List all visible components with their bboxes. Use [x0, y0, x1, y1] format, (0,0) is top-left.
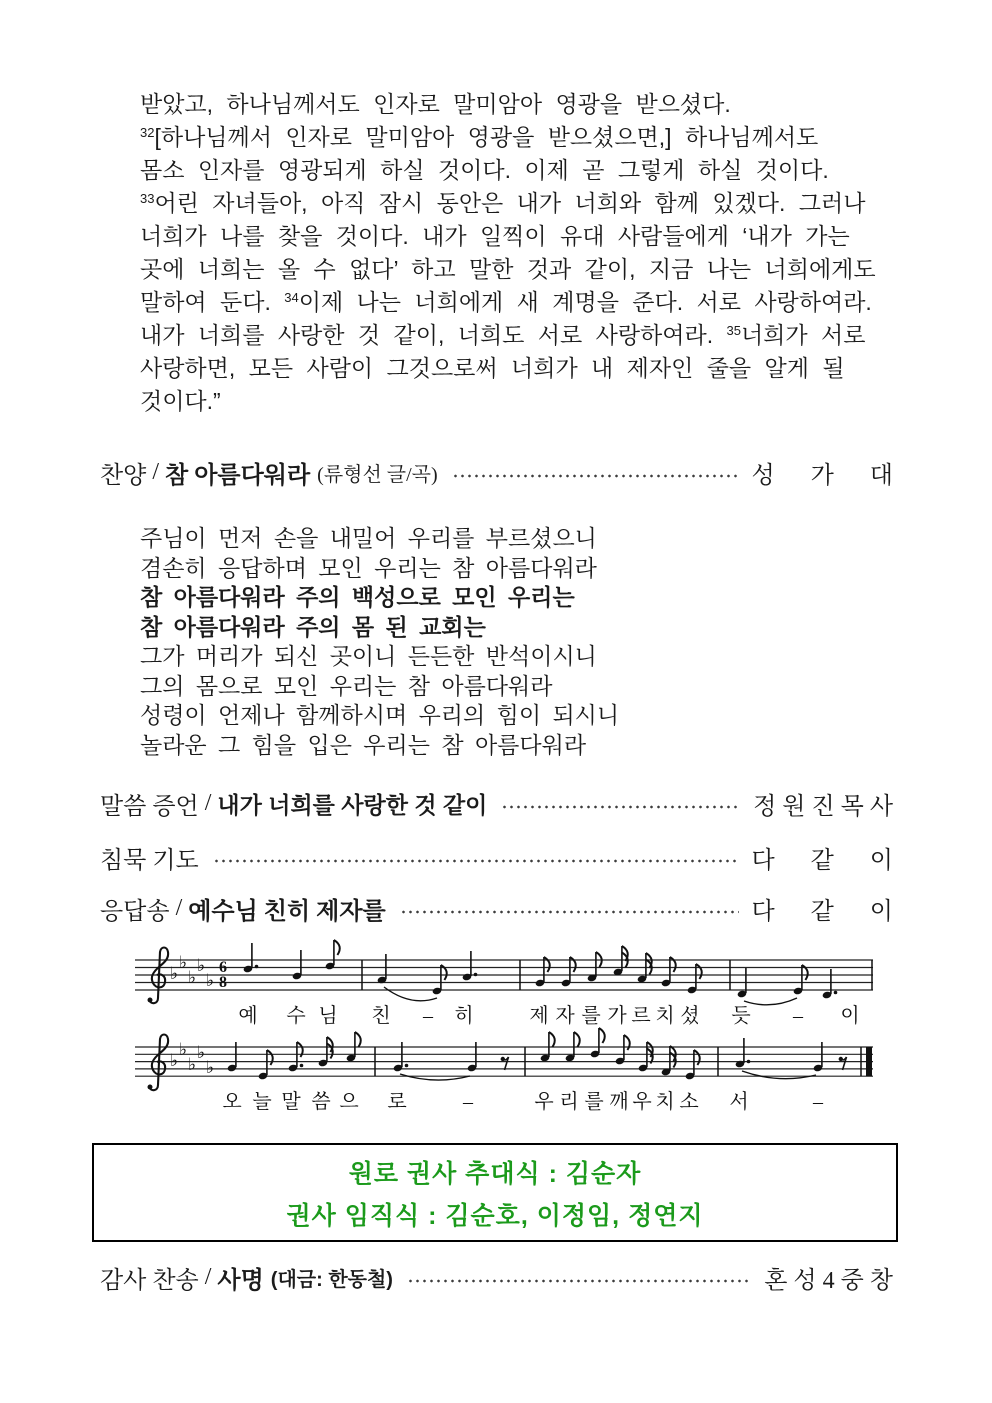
dotted-leader [407, 1278, 752, 1284]
program-line-silent-prayer [100, 840, 893, 875]
time-signature: 8 [219, 974, 227, 991]
scripture-line: 받았고, 하나님께서도 인자로 말미암아 영광을 받으셨다. [140, 91, 731, 117]
verse-number: 33 [140, 191, 155, 206]
note [613, 946, 628, 976]
music-lyric-syllable: – [463, 1091, 473, 1113]
note-flag [355, 1032, 361, 1047]
verse-number: 34 [284, 290, 299, 305]
music-lyric-syllable: 히 [454, 1005, 474, 1027]
lyric-line: 놀라운 그 힘을 입은 우리는 참 아름다워라 [140, 731, 587, 758]
music-lyric-syllable: 말 [281, 1091, 301, 1113]
augmentation-dot [255, 965, 259, 969]
note-flag [802, 965, 808, 980]
note-flag [297, 1042, 303, 1057]
note [258, 1050, 273, 1080]
treble-clef-icon [148, 948, 169, 1004]
staff-2 [135, 1028, 873, 1113]
program-line-response-song [100, 891, 893, 926]
program-label: 침묵 기도 [100, 848, 199, 874]
music-lyric-syllable: 우 [632, 1091, 652, 1113]
note-flag [622, 946, 628, 961]
scripture-line: 내가 너희를 사랑한 것 같이, 너희도 서로 사랑하여라. $^{35}$너희가 서로 [140, 322, 866, 348]
final-barline-thick [866, 1047, 872, 1076]
program-label: 감사 찬송 [100, 1268, 199, 1294]
program-separator: / [169, 895, 189, 921]
note [590, 1028, 605, 1058]
program-separator: / [198, 1264, 218, 1290]
note [735, 1038, 750, 1068]
program-label: 찬양 [100, 463, 147, 489]
eighth-rest-icon [839, 1057, 847, 1070]
flat-icon: ♭ [188, 968, 197, 988]
note [685, 1050, 700, 1080]
note [822, 969, 837, 999]
flat-icon: ♭ [206, 1058, 215, 1078]
note [227, 1042, 237, 1072]
program-performer: 정 원 진 목 사 [753, 794, 893, 820]
verse-number: 32 [140, 125, 155, 140]
announcement-box [92, 1143, 898, 1242]
time-signature: 6 [219, 959, 227, 976]
note [292, 950, 302, 980]
program-line-thanks-hymn [100, 1260, 893, 1295]
program-title: 사명 [217, 1268, 264, 1294]
note [432, 965, 447, 995]
note [661, 1046, 676, 1076]
scripture-line: 곳에 너희는 올 수 없다’ 하고 말한 것과 같이, 지금 나는 너희에게도 [140, 256, 876, 282]
music-lyric-syllable: 리 [559, 1091, 579, 1113]
music-lyric-syllable: 제 [529, 1005, 549, 1027]
note-flag [570, 957, 576, 972]
note-flag [647, 1049, 653, 1064]
note [377, 954, 387, 984]
slur [744, 998, 797, 1005]
music-lyric-syllable: 치 [655, 1005, 675, 1027]
note-flag [646, 960, 652, 975]
staff-1 [135, 940, 873, 1027]
note [565, 1032, 580, 1062]
lyric-line: 참 아름다워라 주의 몸 된 교회는 [140, 613, 486, 640]
augmentation-dot [300, 1064, 304, 1068]
flat-icon: ♭ [170, 964, 179, 984]
note [637, 953, 652, 983]
treble-clef-icon [148, 1035, 169, 1091]
music-lyric-syllable: – [793, 1005, 803, 1027]
lyric-line: 그가 머리가 되신 곳이니 든든한 반석이시니 [140, 643, 597, 669]
announcement-line: 원로 권사 추대식 : 김순자 [348, 1159, 642, 1188]
slur [742, 1071, 816, 1079]
program-title: 예수님 친히 제자를 [188, 899, 386, 925]
program-label: 응답송 [100, 899, 170, 925]
flat-icon: ♭ [179, 1040, 188, 1060]
augmentation-dot [747, 1060, 751, 1064]
music-lyric-syllable: 소 [679, 1091, 699, 1113]
note [540, 1032, 555, 1062]
music-lyric-syllable: 르 [631, 1005, 651, 1027]
note [243, 943, 258, 973]
note-flag [646, 953, 652, 968]
music-lyric-syllable: 우 [534, 1091, 554, 1113]
scripture-line: 것이다.” [140, 388, 221, 414]
note-flag [327, 1037, 333, 1052]
music-lyric-syllable: 이 [840, 1005, 860, 1027]
note-flag [647, 1042, 653, 1057]
note-flag [549, 1032, 555, 1047]
flat-icon: ♭ [197, 1043, 206, 1063]
note-flag [574, 1032, 580, 1047]
music-lyric-syllable: 씀 [311, 1091, 331, 1113]
verse-number: 35 [726, 323, 741, 338]
note [346, 1032, 361, 1062]
augmentation-dot [405, 1064, 409, 1068]
scripture-line: 너희가 나를 찾을 것이다. 내가 일찍이 유대 사람들에게 ‘내가 가는 [140, 223, 850, 249]
scripture-line: 말하여 둔다. $^{34}$이제 나는 너희에게 새 계명을 준다. 서로 사랑하여라. [140, 289, 872, 315]
note-flag [694, 1050, 700, 1065]
music-lyric-syllable: 깨 [609, 1091, 629, 1113]
note-flag [334, 940, 340, 955]
program-note: (대금: 한동철) [270, 1269, 393, 1291]
program-title: 참 아름다워라 [165, 463, 311, 489]
note [587, 952, 602, 982]
lyric-line: 그의 몸으로 모인 우리는 참 아름다워라 [140, 672, 553, 699]
program-line-praise [100, 455, 893, 490]
dotted-leader [452, 473, 740, 479]
announcement-line: 권사 임직식 : 김순호, 이정임, 정연지 [286, 1201, 704, 1230]
scripture-line: $^{33}$어린 자녀들아, 아직 잠시 동안은 내가 너희와 함께 있겠다. 그러나 [140, 190, 866, 216]
augmentation-dot [834, 991, 838, 995]
augmentation-dot [474, 973, 478, 977]
eighth-rest-icon [501, 1057, 509, 1070]
program-note: (류형선 글/곡) [317, 464, 438, 486]
lyric-line: 겸손히 응답하며 모인 우리는 참 아름다워라 [140, 554, 597, 581]
flat-icon: ♭ [197, 956, 206, 976]
music-lyric-syllable: 친 [371, 1005, 391, 1027]
music-lyric-syllable: – [423, 1005, 433, 1027]
note [318, 1037, 333, 1067]
music-lyric-syllable: 자 [555, 1005, 575, 1027]
note [535, 957, 550, 987]
note-flag [670, 957, 676, 972]
music-lyric-syllable: 서 [729, 1091, 749, 1113]
program-performer: 다 같 이 [751, 899, 893, 925]
program-performer: 다 같 이 [751, 848, 893, 874]
program-separator: / [198, 790, 218, 816]
note-flag [670, 1046, 676, 1061]
note [737, 968, 747, 998]
music-lyric-syllable: – [813, 1091, 823, 1113]
note-flag [544, 957, 550, 972]
program-performer: 성 가 대 [751, 463, 893, 489]
note-flag [441, 965, 447, 980]
music-lyric-syllable: 듯 [731, 1005, 751, 1027]
note-flag [624, 1035, 630, 1050]
slur [384, 987, 437, 1001]
scripture-line: 몸소 인자를 영광되게 하실 것이다. 이제 곧 그렇게 하실 것이다. [140, 157, 829, 183]
note [793, 965, 808, 995]
note [813, 1042, 823, 1072]
program-line-sermon [100, 786, 893, 821]
music-lyric-syllable: 를 [584, 1091, 604, 1113]
note [467, 1042, 477, 1072]
scripture-line: $^{32}$[하나님께서 인자로 말미암아 영광을 받으셨으면,] 하나님께서도 [140, 124, 819, 150]
flat-icon: ♭ [170, 1051, 179, 1071]
scripture [140, 88, 896, 418]
program-performer: 혼 성 4 중 창 [764, 1268, 893, 1294]
lyric-line: 참 아름다워라 주의 백성으로 모인 우리는 [140, 584, 575, 610]
flat-icon: ♭ [188, 1055, 197, 1075]
music-lyric-syllable: 으 [339, 1091, 359, 1113]
note-flag [696, 964, 702, 979]
slur [400, 1074, 470, 1080]
note [661, 957, 676, 987]
flat-icon: ♭ [179, 953, 188, 973]
music-lyric-syllable: 오 [222, 1091, 242, 1113]
note-flag [670, 1053, 676, 1068]
note [561, 957, 576, 987]
scripture-line: 사랑하면, 모든 사람이 그것으로써 너희가 내 제자인 줄을 알게 될 [140, 355, 845, 381]
note [638, 1042, 653, 1072]
note [288, 1042, 303, 1072]
note [687, 964, 702, 994]
note-flag [622, 953, 628, 968]
hymn-lyrics [140, 524, 619, 760]
note [615, 1035, 630, 1065]
program-label: 말씀 증언 [100, 794, 199, 820]
music-lyric-syllable: 를 [581, 1005, 601, 1027]
music-lyric-syllable: 치 [655, 1091, 675, 1113]
music-lyric-syllable: 예 [238, 1005, 258, 1027]
music-lyric-syllable: 셨 [680, 1005, 700, 1027]
note-flag [599, 1028, 605, 1043]
note-flag [596, 952, 602, 967]
flat-icon: ♭ [206, 971, 215, 991]
program-separator: / [146, 459, 166, 485]
program-title: 내가 너희를 사랑한 것 같이 [217, 792, 488, 818]
note-flag [267, 1050, 273, 1065]
note [325, 940, 340, 970]
note [393, 1042, 408, 1072]
dotted-leader [400, 909, 740, 915]
music-lyric-syllable: 수 [286, 1005, 306, 1027]
lyric-line: 성령이 언제나 함께하시며 우리의 힘이 되시니 [140, 702, 620, 728]
music-lyric-syllable: 늘 [252, 1091, 272, 1113]
lyric-line: 주님이 먼저 손을 내밀어 우리를 부르셨으니 [140, 525, 597, 551]
note [462, 951, 477, 981]
music-lyric-syllable: 가 [607, 1005, 627, 1027]
music-lyric-syllable: 님 [318, 1005, 338, 1027]
dotted-leader [501, 804, 741, 810]
note-flag [327, 1044, 333, 1059]
dotted-leader [213, 858, 740, 864]
music-lyric-syllable: 로 [387, 1091, 407, 1113]
